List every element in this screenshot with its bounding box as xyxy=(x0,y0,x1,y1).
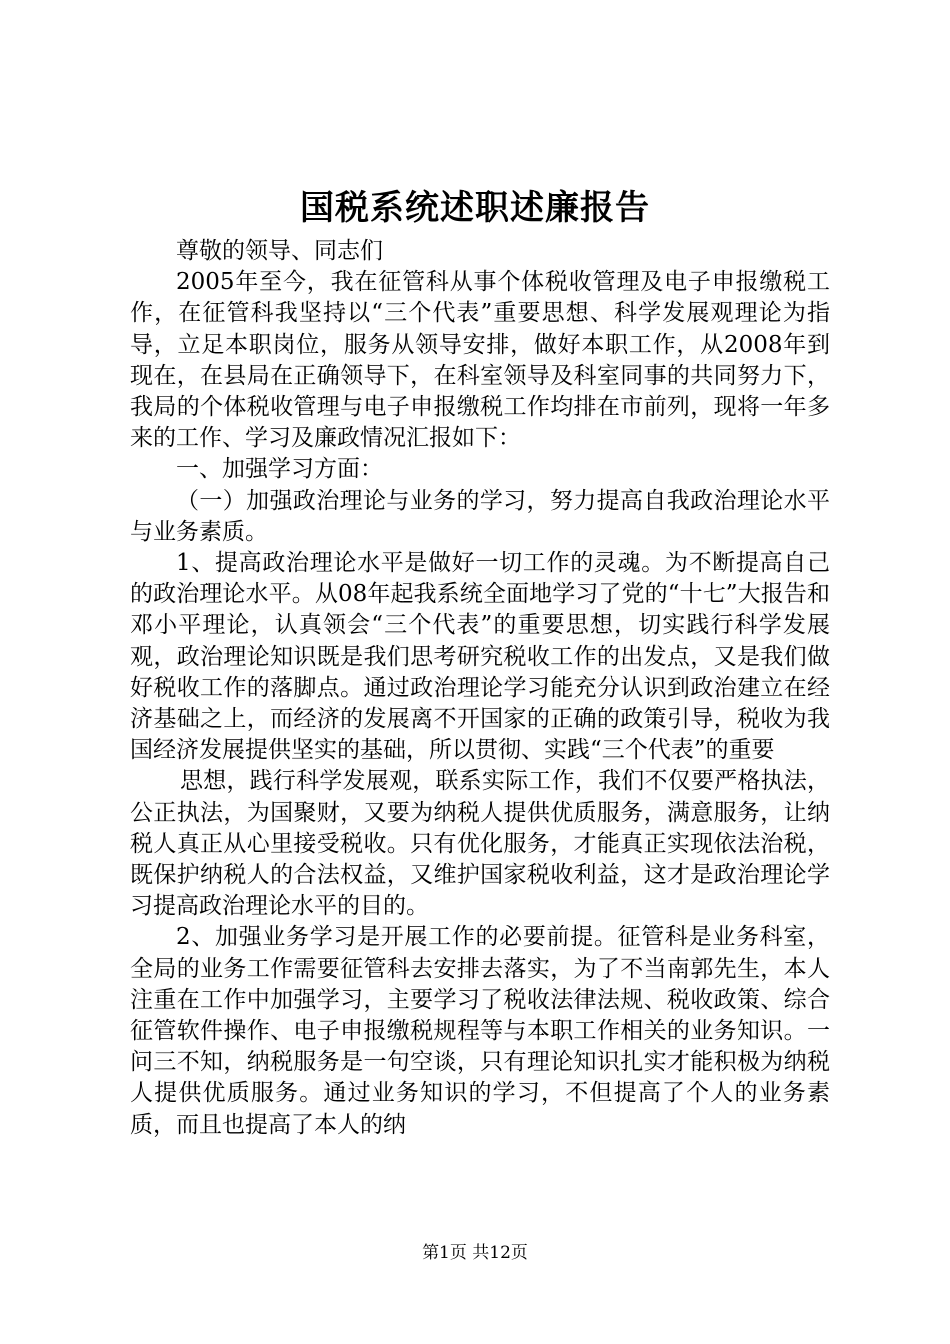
page-footer: 第1页 共12页 xyxy=(422,1243,528,1263)
body-paragraph: 1、提高政治理论水平是做好一切工作的灵魂。为不断提高自己的政治理论水平。从08年起我系统全面地学习了党的“十七”大报告和邓小平理论，认真领会“三个代表”的重要思想，切实践行科学发展观，政治理论知识既是我们思考研究税收工作的出发点，又是我们做好税收工作的落脚点。通过政治理论学习能充分认识到政治建立在经济基础之上，而经济的发展离不开国家的正确的政策引导，税收为我国经济发展提供坚实的基础，所以贯彻、实践“三个代表”的重要 xyxy=(130,550,830,764)
intro-paragraph: 2005年至今，我在征管科从事个体税收管理及电子申报缴税工作，在征管科我坚持以“三个代表”重要思想、科学发展观理论为指导，立足本职岗位，服务从领导安排，做好本职工作，从2008年到现在，在县局在正确领导下，在科室领导及科室同事的共同努力下，我局的个体税收管理与电子申报缴税工作均排在市前列，现将一年多来的工作、学习及廉政情况汇报如下： xyxy=(130,269,830,452)
subsection-heading: （一）加强政治理论与业务的学习，努力提高自我政治理论水平与业务素质。 xyxy=(130,487,830,545)
document-body xyxy=(130,236,830,1141)
section-heading: 一、加强学习方面： xyxy=(176,456,383,483)
body-paragraph: 思想，践行科学发展观，联系实际工作，我们不仅要严格执法，公正执法，为国聚财，又要为纳税人提供优质服务，满意服务，让纳税人真正从心里接受税收。只有优化服务，才能真正实现依法治税，既保护纳税人的合法权益，又维护国家税收利益，这才是政治理论学习提高政治理论水平的目的。 xyxy=(130,768,830,920)
document-title: 国税系统述职述廉报告 xyxy=(300,188,650,228)
body-paragraph: 2、加强业务学习是开展工作的必要前提。征管科是业务科室，全局的业务工作需要征管科去安排去落实，为了不当南郭先生，本人注重在工作中加强学习，主要学习了税收法律法规、税收政策、综合征管软件操作、电子申报缴税规程等与本职工作相关的业务知识。一问三不知，纳税服务是一句空谈，只有理论知识扎实才能积极为纳税人提供优质服务。通过业务知识的学习，不但提高了个人的业务素质，而且也提高了本人的纳 xyxy=(130,924,830,1138)
salutation-paragraph: 尊敬的领导、同志们 xyxy=(176,238,383,264)
